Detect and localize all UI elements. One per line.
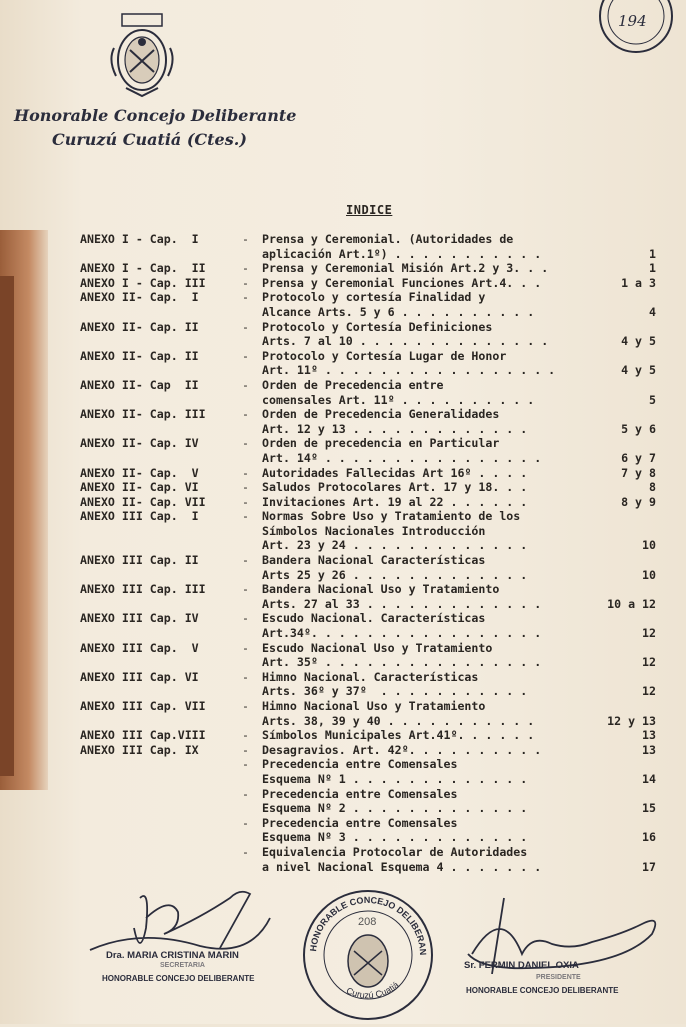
- index-row: [0, 568, 686, 583]
- index-entry-text: Símbolos Municipales Art.41º. . . . . .: [262, 728, 535, 743]
- index-row: [0, 582, 686, 597]
- left-signer-org: HONORABLE CONCEJO DELIBERANTE: [102, 974, 255, 983]
- index-row: [0, 816, 686, 831]
- index-annex: ANEXO II- Cap. II: [80, 348, 199, 363]
- index-page: 12: [642, 655, 656, 670]
- index-annex: ANEXO II- Cap. VI: [80, 480, 199, 495]
- index-row: [0, 320, 686, 335]
- index-entry-text: Prensa y Ceremonial. (Autoridades de: [262, 232, 514, 246]
- council-seal: [298, 885, 438, 1023]
- index-entry-text: Invitaciones Art. 19 al 22 . . . . . .: [262, 494, 528, 509]
- index-annex: ANEXO I - Cap. II: [80, 261, 206, 276]
- index-annex: ANEXO III Cap. III: [80, 582, 206, 597]
- index-entry-text: Art. 12 y 13 . . . . . . . . . . . . .: [262, 421, 528, 436]
- index-row: [0, 772, 686, 787]
- index-page: 1 a 3: [621, 275, 656, 290]
- index-row: [0, 349, 686, 364]
- index-row: [0, 699, 686, 714]
- index-dash: -: [242, 407, 249, 422]
- index-entry-text: Protocolo y Cortesía Definiciones: [262, 319, 493, 334]
- index-row: [0, 830, 686, 845]
- index-entry-text: Arts. 36º y 37º . . . . . . . . . . .: [262, 684, 528, 699]
- index-row: [0, 305, 686, 320]
- index-entry-text: a nivel Nacional Esquema 4 . . . . . . .: [262, 859, 542, 874]
- index-page: 12: [642, 626, 656, 641]
- folio-stamp-circle-icon: [588, 0, 674, 64]
- index-page: 12 y 13: [607, 713, 656, 728]
- folio-number: 194: [618, 12, 647, 30]
- index-row: [0, 626, 686, 641]
- index-entry-text: Escudo Nacional Uso y Tratamiento: [262, 640, 493, 655]
- index-dash: -: [242, 742, 249, 757]
- index-entry-text: Bandera Nacional Uso y Tratamiento: [262, 582, 500, 597]
- index-page: 17: [642, 859, 656, 874]
- index-row: [0, 466, 686, 481]
- index-entry-text: Arts. 38, 39 y 40 . . . . . . . . . . .: [262, 713, 535, 728]
- index-row: [0, 553, 686, 568]
- index-entry-text: Prensa y Ceremonial Funciones Art.4. . .: [262, 275, 542, 290]
- index-dash: -: [242, 232, 249, 246]
- index-annex: ANEXO III Cap. VI: [80, 669, 199, 684]
- index-row: [0, 436, 686, 451]
- right-signer-name: Sr. FERMIN DANIEL OXIA: [464, 960, 579, 971]
- index-row: [0, 261, 686, 276]
- index-page: 7 y 8: [621, 465, 656, 480]
- index-page: 1: [649, 246, 656, 261]
- index-entry-text: Precedencia entre Comensales: [262, 757, 458, 772]
- index-page: 13: [642, 742, 656, 757]
- index-page: 14: [642, 771, 656, 786]
- index-entry-text: Art. 14º . . . . . . . . . . . . . . . .: [262, 450, 542, 465]
- index-page: 8: [649, 480, 656, 495]
- index-page: 5: [649, 392, 656, 407]
- index-annex: ANEXO I - Cap. III: [80, 275, 206, 290]
- index-page: 13: [642, 728, 656, 743]
- left-signer-role: SECRETARIA: [160, 962, 205, 969]
- right-signer-org: HONORABLE CONCEJO DELIBERANTE: [466, 986, 619, 995]
- left-signer-name: Dra. MARIA CRISTINA MARIN: [106, 950, 239, 961]
- index-row: [0, 801, 686, 816]
- index-dash: -: [242, 509, 249, 524]
- index-page: 6 y 7: [621, 450, 656, 465]
- index-entry-text: Orden de Precedencia Generalidades: [262, 407, 500, 422]
- index-entry-text: Esquema Nº 1 . . . . . . . . . . . . .: [262, 771, 528, 786]
- index-entry-text: Esquema Nº 3 . . . . . . . . . . . . .: [262, 830, 528, 845]
- index-row: [0, 845, 686, 860]
- index-entry-text: Himno Nacional. Características: [262, 669, 479, 684]
- index-entry-text: Precedencia entre Comensales: [262, 786, 458, 801]
- index-page: 15: [642, 801, 656, 816]
- index-page: 5 y 6: [621, 421, 656, 436]
- index-annex: ANEXO III Cap. I: [80, 509, 199, 524]
- index-page: 16: [642, 830, 656, 845]
- index-row: [0, 743, 686, 758]
- index-entry-text: Desagravios. Art. 42º. . . . . . . . . .: [262, 742, 542, 757]
- index-entry-text: Prensa y Ceremonial Misión Art.2 y 3. . .: [262, 261, 549, 276]
- index-entry-text: Normas Sobre Uso y Tratamiento de los: [262, 509, 521, 524]
- index-entry-text: Escudo Nacional. Características: [262, 611, 486, 626]
- index-dash: -: [242, 844, 249, 859]
- index-entry-text: Precedencia entre Comensales: [262, 815, 458, 830]
- index-entry-text: Art. 11º . . . . . . . . . . . . . . . . .: [262, 363, 556, 378]
- index-entry-text: Arts. 7 al 10 . . . . . . . . . . . . . .: [262, 334, 549, 349]
- index-dash: -: [242, 815, 249, 830]
- index-entry-text: Saludos Protocolares Art. 17 y 18. . .: [262, 480, 528, 495]
- right-signature-block: [462, 894, 672, 1004]
- index-row: [0, 334, 686, 349]
- index-row: [0, 495, 686, 510]
- folio-stamp: [588, 0, 674, 64]
- index-dash: -: [242, 699, 249, 713]
- index-entry-text: Art. 35º . . . . . . . . . . . . . . . .: [262, 655, 542, 670]
- index-row: [0, 509, 686, 524]
- index-page: 10: [642, 538, 656, 553]
- index-row: [0, 787, 686, 802]
- index-annex: ANEXO I - Cap. I: [80, 232, 199, 246]
- index-dash: -: [242, 669, 249, 684]
- index-row: [0, 714, 686, 729]
- index-annex: ANEXO III Cap. IV: [80, 611, 199, 626]
- seal-top-text: HONORABLE CONCEJO DELIBERAN: [308, 894, 429, 956]
- index-row: [0, 422, 686, 437]
- index-row: [0, 684, 686, 699]
- index-dash: -: [242, 319, 249, 334]
- index-row: [0, 480, 686, 495]
- index-entry-text: Equivalencia Protocolar de Autoridades: [262, 844, 528, 859]
- index-entry-text: Arts 25 y 26 . . . . . . . . . . . . .: [262, 567, 528, 582]
- index-annex: ANEXO II- Cap. VII: [80, 494, 206, 509]
- index-entry-text: Himno Nacional Uso y Tratamiento: [262, 699, 486, 713]
- index-dash: -: [242, 261, 249, 276]
- index-row: [0, 728, 686, 743]
- index-row: [0, 670, 686, 685]
- index-page: 4 y 5: [621, 363, 656, 378]
- index-dash: -: [242, 275, 249, 290]
- index-entry-text: Alcance Arts. 5 y 6 . . . . . . . . . .: [262, 304, 535, 319]
- index-page: 10 a 12: [607, 596, 656, 611]
- left-signature-block: [80, 888, 280, 998]
- index-annex: ANEXO III Cap. VII: [80, 699, 206, 713]
- index-page: 1: [649, 261, 656, 276]
- index-row: [0, 407, 686, 422]
- index-entry-text: comensales Art. 11º . . . . . . . . . .: [262, 392, 535, 407]
- index-list: [0, 232, 686, 874]
- index-row: [0, 232, 686, 247]
- index-row: [0, 757, 686, 772]
- index-entry-text: aplicación Art.1º) . . . . . . . . . . .: [262, 246, 542, 261]
- right-signer-role: PRESIDENTE: [536, 974, 581, 981]
- index-entry-text: Protocolo y Cortesía Lugar de Honor: [262, 348, 507, 363]
- institution-header: [14, 104, 296, 152]
- index-row: [0, 378, 686, 393]
- seal-number: 208: [358, 916, 377, 928]
- index-dash: -: [242, 786, 249, 801]
- index-dash: -: [242, 377, 249, 392]
- index-dash: -: [242, 611, 249, 626]
- index-page: 4 y 5: [621, 334, 656, 349]
- index-row: [0, 290, 686, 305]
- index-dash: -: [242, 465, 249, 480]
- index-annex: ANEXO II- Cap. IV: [80, 436, 199, 451]
- index-annex: ANEXO II- Cap. I: [80, 290, 199, 305]
- index-dash: -: [242, 757, 249, 772]
- index-annex: ANEXO III Cap.VIII: [80, 728, 206, 743]
- index-dash: -: [242, 436, 249, 451]
- index-page: 8 y 9: [621, 494, 656, 509]
- index-row: [0, 276, 686, 291]
- seal-bottom-text: Curuzú Cuatiá: [344, 979, 401, 1001]
- index-annex: ANEXO III Cap. II: [80, 553, 199, 568]
- index-dash: -: [242, 728, 249, 743]
- index-dash: -: [242, 494, 249, 509]
- index-entry-text: Protocolo y cortesía Finalidad y: [262, 290, 486, 305]
- index-annex: ANEXO II- Cap. V: [80, 465, 199, 480]
- index-dash: -: [242, 290, 249, 305]
- index-entry-text: Símbolos Nacionales Introducción: [262, 523, 486, 538]
- crest-icon: [104, 10, 180, 100]
- index-entry-text: Arts. 27 al 33 . . . . . . . . . . . . .: [262, 596, 542, 611]
- index-entry-text: Autoridades Fallecidas Art 16º . . . .: [262, 465, 528, 480]
- index-row: [0, 393, 686, 408]
- index-entry-text: Orden de precedencia en Particular: [262, 436, 500, 451]
- institution-name: Honorable Concejo Deliberante: [14, 106, 297, 125]
- index-annex: ANEXO III Cap. IX: [80, 742, 199, 757]
- index-entry-text: Art. 23 y 24 . . . . . . . . . . . . .: [262, 538, 528, 553]
- index-dash: -: [242, 640, 249, 655]
- index-title: INDICE: [346, 203, 393, 217]
- index-row: [0, 655, 686, 670]
- index-dash: -: [242, 348, 249, 363]
- index-row: [0, 538, 686, 553]
- index-row: [0, 363, 686, 378]
- index-row: [0, 524, 686, 539]
- index-entry-text: Art.34º. . . . . . . . . . . . . . . . .: [262, 626, 542, 641]
- index-page: 4: [649, 304, 656, 319]
- index-row: [0, 641, 686, 656]
- index-entry-text: Orden de Precedencia entre: [262, 377, 444, 392]
- index-dash: -: [242, 553, 249, 568]
- index-annex: ANEXO II- Cap. III: [80, 407, 206, 422]
- institution-location: Curuzú Cuatiá (Ctes.): [52, 130, 247, 149]
- index-row: [0, 597, 686, 612]
- index-page: 12: [642, 684, 656, 699]
- council-seal-icon: [298, 885, 438, 1023]
- index-row: [0, 611, 686, 626]
- index-dash: -: [242, 582, 249, 597]
- index-annex: ANEXO II- Cap. II: [80, 319, 199, 334]
- index-annex: ANEXO II- Cap II: [80, 377, 199, 392]
- index-entry-text: Esquema Nº 2 . . . . . . . . . . . . .: [262, 801, 528, 816]
- index-annex: ANEXO III Cap. V: [80, 640, 199, 655]
- index-row: [0, 451, 686, 466]
- index-row: [0, 247, 686, 262]
- index-row: [0, 860, 686, 875]
- index-dash: -: [242, 480, 249, 495]
- index-page: 10: [642, 567, 656, 582]
- index-entry-text: Bandera Nacional Características: [262, 553, 486, 568]
